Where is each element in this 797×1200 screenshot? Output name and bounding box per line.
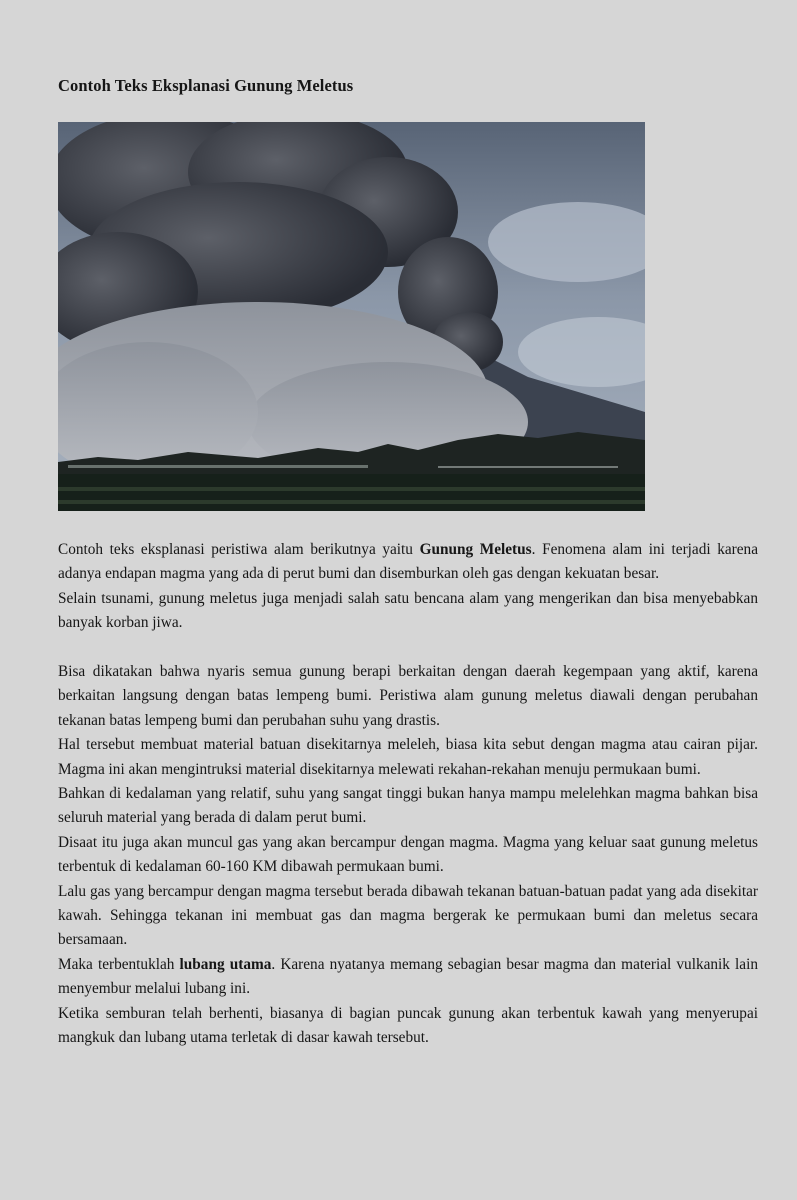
text-span: . Karena nyatanya memang sebagian besar magma dan material vulkanik lain menyembur melalui lubang ini. (58, 955, 758, 998)
paragraph: Bahkan di kedalaman yang relatif, suhu yang sangat tinggi bukan hanya mampu melelehkan magma bahkan bisa seluruh material yang berada di dalam perut bumi. (58, 785, 758, 827)
paragraph: Ketika semburan telah berhenti, biasanya di bagian puncak gunung akan terbentuk kawah yang menyerupai mangkuk dan lubang utama terletak di dasar kawah tersebut. (58, 1004, 758, 1047)
paragraph: Disaat itu juga akan muncul gas yang akan bercampur dengan magma. Magma yang keluar saat gunung meletus terbentuk di kedalaman 60-160 KM dibawah permukaan bumi. (58, 833, 758, 876)
paragraph: Bisa dikatakan bahwa nyaris semua gunung berapi berkaitan dengan daerah kegempaan yang aktif, karena berkaitan langsung dengan batas lempeng bumi. Peristiwa alam gunung meletus diawali dengan perubahan tekanan batas lempeng bumi dan perubahan suhu yang drastis. (58, 663, 758, 729)
paragraph (58, 538, 758, 587)
text-span: Maka terbentuklah (58, 955, 180, 973)
article-body (58, 538, 758, 1051)
page-title: Contoh Teks Eksplanasi Gunung Meletus (58, 76, 354, 95)
paragraph: Hal tersebut membuat material batuan disekitarnya meleleh, biasa kita sebut dengan magma atau cairan pijar. Magma ini akan mengintruksi material disekitarnya melewati rekahan-rekahan menuju permukaan bumi. (58, 736, 758, 778)
text-span: . Fenomena alam ini terjadi karena adanya endapan magma yang ada di perut bumi dan disemburkan oleh gas dengan kekuatan besar. (58, 541, 758, 583)
paragraph: Selain tsunami, gunung meletus juga menjadi salah satu bencana alam yang mengerikan dan bisa menyebabkan banyak korban jiwa. (58, 589, 758, 632)
bold-term: Gunung Meletus (419, 541, 532, 558)
volcano-eruption-photo (58, 122, 645, 511)
paragraph: Lalu gas yang bercampur dengan magma tersebut berada dibawah tekanan batuan-batuan padat yang ada disekitar kawah. Sehingga tekanan ini membuat gas dan magma bergerak ke permukaan bumi dan meletus secara bersamaan. (58, 882, 758, 949)
paragraph (58, 953, 758, 1002)
text-span: Contoh teks eksplanasi peristiwa alam berikutnya yaitu (58, 541, 420, 558)
bold-term: lubang utama (179, 955, 272, 973)
